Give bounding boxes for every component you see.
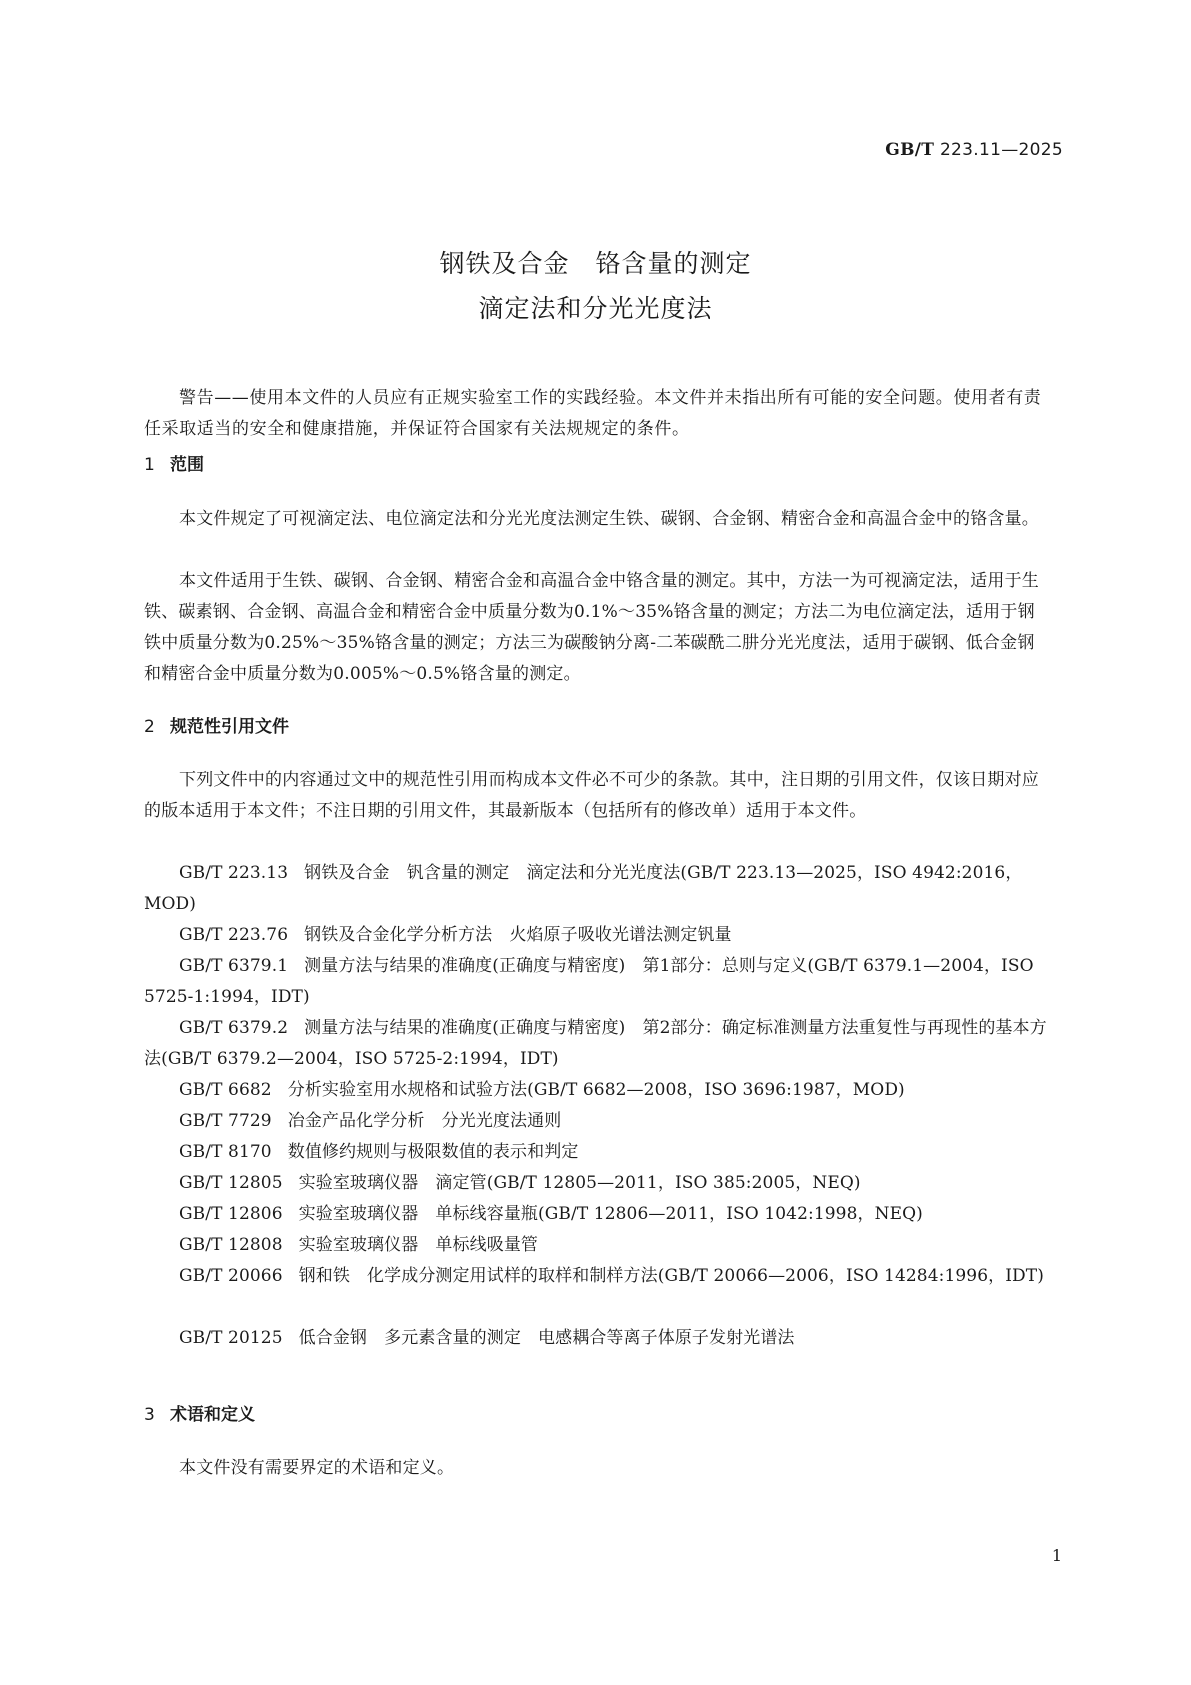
reference-title: 实验室玻璃仪器 单标线吸量管 <box>298 1235 539 1255</box>
reference-code: GB/T 223.76 <box>179 925 289 945</box>
reference-code: GB/T 12805 <box>179 1173 283 1193</box>
reference-code: GB/T 6379.1 <box>179 956 289 976</box>
reference-code: GB/T 12808 <box>179 1235 283 1255</box>
reference-title: 测量方法与结果的准确度(正确度与精密度) 第2部分：确定标准测量方法重复性与再现性的基本方法(GB/T 6379.2—2004，ISO 5725-2:1994，IDT) <box>144 1018 1047 1069</box>
reference-title: 实验室玻璃仪器 滴定管(GB/T 12805—2011，ISO 385:2005，NEQ) <box>298 1173 861 1193</box>
section-heading-scope <box>144 450 204 475</box>
reference-item <box>144 1168 1048 1199</box>
title-line-1: 钢铁及合金 铬含量的测定 <box>439 249 752 278</box>
safety-warning: 警告——使用本文件的人员应有正规实验室工作的实践经验。本文件并未指出所有可能的安全问题。使用者有责任采取适当的安全和健康措施，并保证符合国家有关法规规定的条件。 <box>144 388 1042 439</box>
reference-item <box>144 1106 1048 1137</box>
standard-code: 223.11—2025 <box>939 140 1063 160</box>
section-heading-normative-references <box>144 712 289 737</box>
reference-title: 钢铁及合金化学分析方法 火焰原子吸收光谱法测定钒量 <box>304 925 732 945</box>
reference-code: GB/T 6682 <box>179 1080 272 1100</box>
reference-code: GB/T 7729 <box>179 1111 272 1131</box>
section-title: 规范性引用文件 <box>170 717 289 737</box>
section-number: 1 <box>144 455 155 475</box>
paragraph: 下列文件中的内容通过文中的规范性引用而构成本文件必不可少的条款。其中，注日期的引用文件，仅该日期对应的版本适用于本文件；不注日期的引用文件，其最新版本（包括所有的修改单）适用于本文件。 <box>144 770 1039 821</box>
reference-code: GB/T 223.13 <box>179 863 289 883</box>
page-number: 1 <box>1051 1546 1062 1565</box>
reference-item <box>144 858 1048 920</box>
reference-item <box>144 1199 1048 1230</box>
paragraph: 本文件规定了可视滴定法、电位滴定法和分光光度法测定生铁、碳钢、合金钢、精密合金和高温合金中的铬含量。 <box>179 509 1039 529</box>
standard-number <box>885 140 1063 160</box>
section-number: 2 <box>144 717 155 737</box>
reference-title: 测量方法与结果的准确度(正确度与精密度) 第1部分：总则与定义(GB/T 6379.1—2004，ISO 5725-1:1994，IDT) <box>144 956 1034 1007</box>
reference-code: GB/T 12806 <box>179 1204 283 1224</box>
section-title: 术语和定义 <box>170 1405 255 1425</box>
reference-title: 冶金产品化学分析 分光光度法通则 <box>287 1111 562 1131</box>
reference-item <box>144 1261 1048 1292</box>
title-line-2: 滴定法和分光光度法 <box>478 294 713 323</box>
reference-title: 实验室玻璃仪器 单标线容量瓶(GB/T 12806—2011，ISO 1042:1998，NEQ) <box>298 1204 923 1224</box>
reference-item <box>144 1013 1048 1075</box>
reference-item <box>144 1075 1048 1106</box>
reference-code: GB/T 6379.2 <box>179 1018 289 1038</box>
reference-item <box>144 920 1048 951</box>
standard-prefix: GB/T <box>885 140 935 160</box>
section-title: 范围 <box>170 455 204 475</box>
reference-title: 钢和铁 化学成分测定用试样的取样和制样方法(GB/T 20066—2006，ISO 14284:1996，IDT) <box>298 1266 1044 1286</box>
section-number: 3 <box>144 1405 155 1425</box>
reference-item <box>144 1323 1048 1354</box>
reference-title: 分析实验室用水规格和试验方法(GB/T 6682—2008，ISO 3696:1987，MOD) <box>287 1080 905 1100</box>
reference-title: 低合金钢 多元素含量的测定 电感耦合等离子体原子发射光谱法 <box>298 1328 795 1348</box>
reference-item <box>144 1230 1048 1261</box>
reference-code: GB/T 8170 <box>179 1142 272 1162</box>
reference-title: 数值修约规则与极限数值的表示和判定 <box>287 1142 579 1162</box>
section-heading-terms-definitions <box>144 1400 255 1425</box>
reference-code: GB/T 20125 <box>179 1328 283 1348</box>
paragraph: 本文件适用于生铁、碳钢、合金钢、精密合金和高温合金中铬含量的测定。其中，方法一为可视滴定法，适用于生铁、碳素钢、合金钢、高温合金和精密合金中质量分数为0.1%～35%铬含量的测定；方法二为电位滴定法，适用于钢铁中质量分数为0.25%～35%铬含量的测定；方法三为碳酸钠分离-二苯碳酰二肼分光光度法，适用于碳钢、低合金钢和精密合金中质量分数为0.005%～0.5%铬含量的测定。 <box>144 571 1039 684</box>
reference-item <box>144 1137 1048 1168</box>
paragraph: 本文件没有需要界定的术语和定义。 <box>179 1458 455 1478</box>
reference-title: 钢铁及合金 钒含量的测定 滴定法和分光光度法(GB/T 223.13—2025，ISO 4942:2016，MOD) <box>144 863 1023 914</box>
reference-code: GB/T 20066 <box>179 1266 283 1286</box>
reference-item <box>144 951 1048 1013</box>
